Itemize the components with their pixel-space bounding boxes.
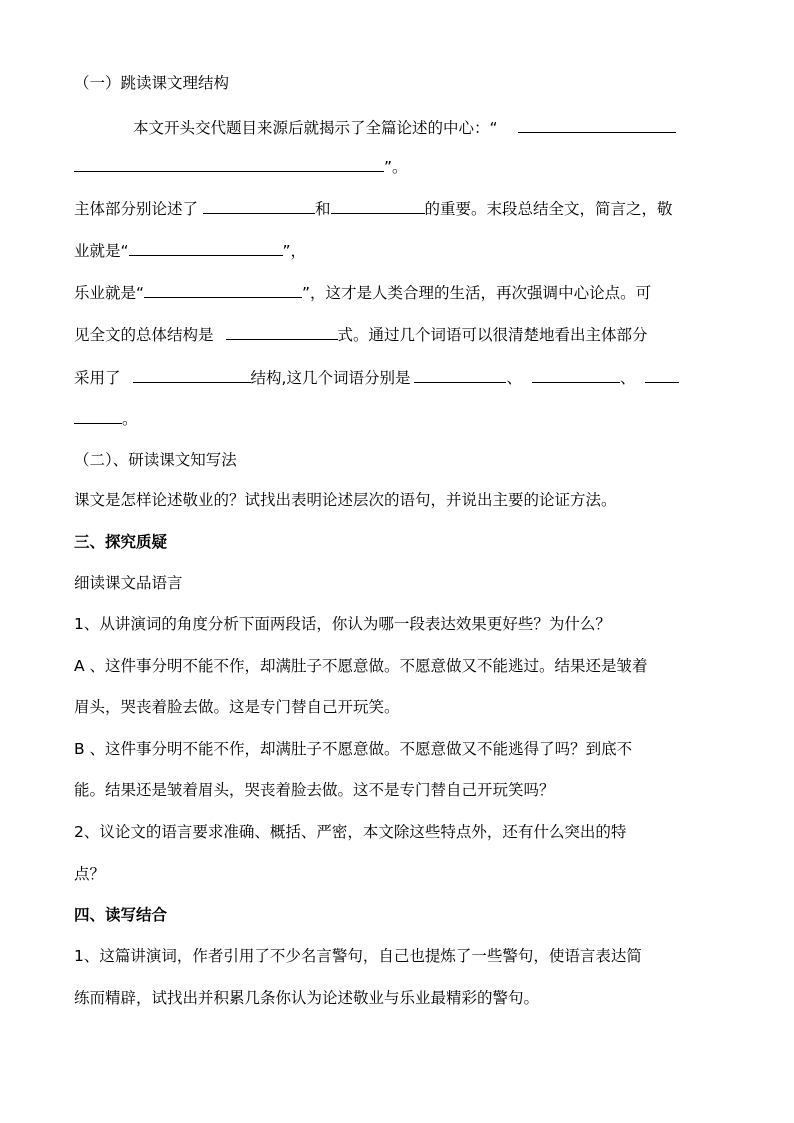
blank-line bbox=[133, 367, 251, 383]
section-2-heading-text: （二）、研读课文知写法 bbox=[74, 451, 237, 469]
text-span: 2、议论文的语言要求准确、概括、严密，本文除这些特点外，还有什么突出的特 bbox=[74, 823, 627, 841]
paragraph-line bbox=[74, 367, 679, 388]
question-line bbox=[74, 822, 626, 842]
section-1-heading bbox=[74, 73, 229, 93]
text-span: 式。通过几个词语可以很清楚地看出主体部分 bbox=[337, 326, 648, 344]
section-2-heading bbox=[74, 450, 237, 470]
text-span: 见全文的总体结构是 bbox=[74, 326, 214, 344]
text-span: 课文是怎样论述敬业的？试找出表明论述层次的语句，并说出主要的论证方法。 bbox=[74, 491, 617, 509]
question-line bbox=[74, 864, 105, 884]
blank-line bbox=[129, 240, 283, 256]
blank-line bbox=[532, 367, 620, 383]
text-span: 眉头，哭丧着脸去做。这是专门替自己开玩笑。 bbox=[74, 698, 400, 716]
paragraph-line bbox=[74, 408, 138, 429]
text-span: 、 bbox=[619, 369, 636, 387]
text-span: ”，这才是人类合理的生活，再次强调中心论点。可 bbox=[302, 284, 652, 302]
question-line bbox=[74, 988, 539, 1008]
section-3-heading bbox=[74, 532, 167, 552]
option-b-line-2 bbox=[74, 780, 555, 800]
section-3-heading-text: 三、探究质疑 bbox=[74, 533, 168, 551]
blank-line bbox=[645, 367, 679, 383]
blank-line bbox=[226, 324, 338, 340]
text-span: 结构,这几个词语分别是 bbox=[250, 369, 411, 387]
text-span: 1、从讲演词的角度分析下面两段话，你认为哪一段表达效果更好些？为什么？ bbox=[74, 615, 611, 633]
blank-line bbox=[203, 198, 315, 214]
text-span: 和 bbox=[315, 200, 331, 218]
text-span: 主体部分别论述了 bbox=[74, 200, 199, 218]
question-line bbox=[74, 490, 617, 510]
paragraph-line bbox=[74, 240, 306, 261]
text-span: 。 bbox=[122, 410, 138, 428]
text-span: B 、这件事分明不能不作，却满肚子不愿意做。不愿意做又不能逃得了吗？到底不 bbox=[74, 740, 633, 758]
blank-line bbox=[74, 408, 122, 424]
paragraph-line bbox=[74, 282, 651, 303]
text-span: 业就是“ bbox=[74, 242, 129, 260]
text-span: 练而精辟，试找出并积累几条你认为论述敬业与乐业最精彩的警句。 bbox=[74, 989, 540, 1007]
blank-line bbox=[74, 156, 384, 172]
paragraph-line bbox=[133, 117, 676, 138]
paragraph-line bbox=[74, 324, 648, 345]
paragraph-line bbox=[74, 156, 408, 177]
text-span: ”， bbox=[282, 242, 307, 260]
text-span: ”。 bbox=[384, 158, 408, 176]
blank-line bbox=[144, 282, 302, 298]
option-b-line-1 bbox=[74, 739, 632, 759]
text-span: 本文开头交代题目来源后就揭示了全篇论述的中心：“ bbox=[133, 119, 498, 137]
text-span: A 、这件事分明不能不作，却满肚子不愿意做。不愿意做又不能逃过。结果还是皱着 bbox=[74, 657, 648, 675]
text-span: 1、这篇讲演词，作者引用了不少名言警句，自己也提炼了一些警句，使语言表达简 bbox=[74, 947, 642, 965]
text-span: 、 bbox=[506, 369, 522, 387]
section-1-heading-text: （一）跳读课文理结构 bbox=[74, 74, 230, 92]
section-4-heading bbox=[74, 905, 167, 925]
text-span: 能。结果还是皱着眉头，哭丧着脸去做。这不是专门替自己开玩笑吗？ bbox=[74, 781, 555, 799]
blank-line bbox=[414, 367, 506, 383]
text-span: 的重要。末段总结全文，简言之，敬 bbox=[424, 200, 673, 218]
blank-line bbox=[331, 198, 425, 214]
question-line bbox=[74, 614, 611, 634]
text-span: 采用了 bbox=[74, 369, 121, 387]
option-a-line-1 bbox=[74, 656, 648, 676]
text-span: 点？ bbox=[74, 865, 106, 883]
text-span: 细读课文品语言 bbox=[74, 574, 183, 592]
question-line bbox=[74, 946, 642, 966]
text-span: 乐业就是“ bbox=[74, 284, 145, 302]
section-4-heading-text: 四、读写结合 bbox=[74, 906, 168, 924]
subheading-line bbox=[74, 573, 183, 593]
paragraph-line bbox=[74, 198, 673, 219]
blank-line bbox=[518, 117, 676, 133]
option-a-line-2 bbox=[74, 697, 400, 717]
